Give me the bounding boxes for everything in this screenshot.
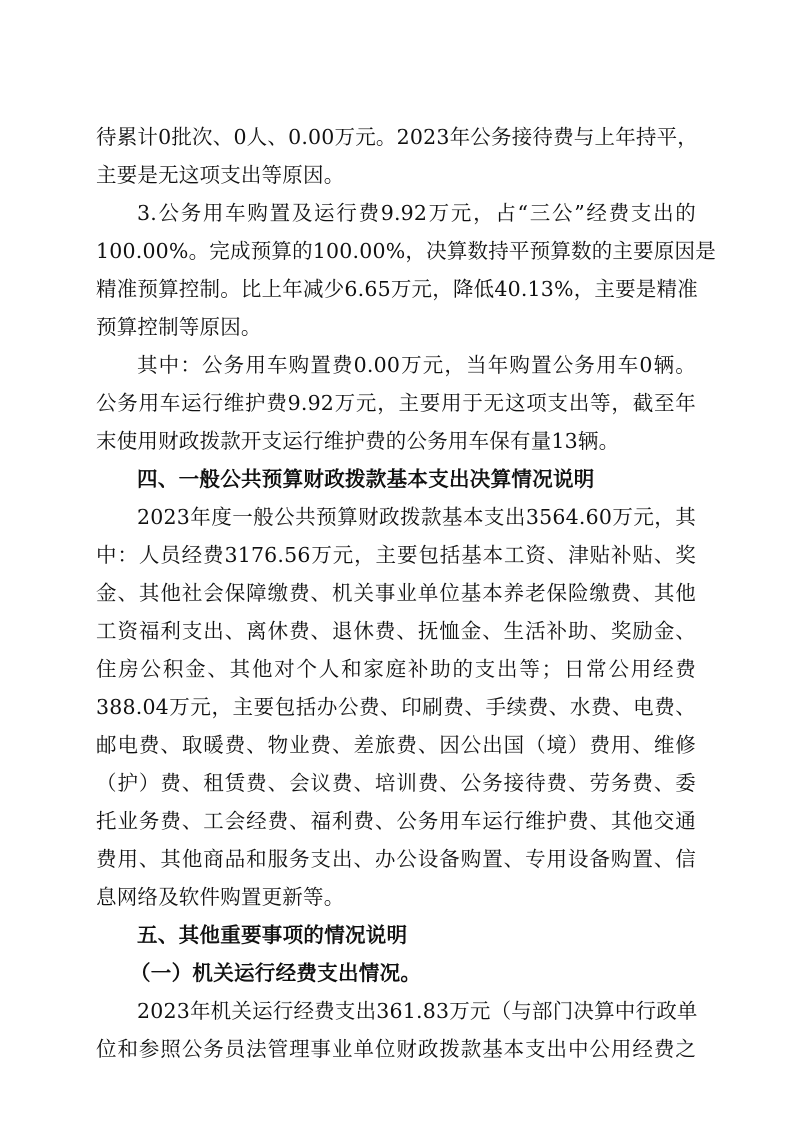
text-line: 位和参照公务员法管理事业单位财政拨款基本支出中公用经费之 [96, 1037, 696, 1061]
text-line: （护）费、租赁费、会议费、培训费、公务接待费、劳务费、委 [96, 771, 696, 795]
text-line: 费用、其他商品和服务支出、办公设备购置、专用设备购置、信 [96, 847, 696, 871]
text-line: 住房公积金、其他对个人和家庭补助的支出等；日常公用经费 [96, 657, 696, 681]
text-line: 息网络及软件购置更新等。 [96, 885, 345, 909]
text-line: 主要是无这项支出等原因。 [96, 163, 345, 187]
text-line: 托业务费、工会经费、福利费、公务用车运行维护费、其他交通 [96, 809, 696, 833]
text-line: 精准预算控制。比上年减少6.65万元，降低40.13%，主要是精准 [96, 277, 698, 301]
text-line: 2023年度一般公共预算财政拨款基本支出3564.60万元，其 [137, 505, 696, 529]
text-line: 预算控制等原因。 [96, 315, 262, 339]
text-line: 388.04万元，主要包括办公费、印刷费、手续费、水费、电费、 [96, 695, 696, 719]
text-line: 待累计0批次、0人、0.00万元。2023年公务接待费与上年持平， [96, 125, 698, 149]
text-line: 公务用车运行维护费9.92万元，主要用于无这项支出等，截至年 [96, 391, 696, 415]
text-line: 100.00%。完成预算的100.00%，决算数持平预算数的主要原因是 [96, 239, 716, 263]
subsection-heading: （一）机关运行经费支出情况。 [130, 961, 422, 985]
text-line: 中：人员经费3176.56万元，主要包括基本工资、津贴补贴、奖 [96, 543, 696, 567]
text-line: 3.公务用车购置及运行费9.92万元，占“三公”经费支出的 [137, 201, 696, 225]
section-heading: 四、一般公共预算财政拨款基本支出决算情况说明 [137, 467, 595, 491]
text-line: 金、其他社会保障缴费、机关事业单位基本养老保险缴费、其他 [96, 581, 696, 605]
text-line: 工资福利支出、离休费、退休费、抚恤金、生活补助、奖励金、 [96, 619, 696, 643]
text-line: 2023年机关运行经费支出361.83万元（与部门决算中行政单 [137, 999, 698, 1023]
section-heading: 五、其他重要事项的情况说明 [137, 923, 408, 947]
text-line: 邮电费、取暖费、物业费、差旅费、因公出国（境）费用、维修 [96, 733, 696, 757]
text-line: 末使用财政拨款开支运行维护费的公务用车保有量13辆。 [96, 429, 620, 453]
text-line: 其中：公务用车购置费0.00万元，当年购置公务用车0辆。 [137, 353, 696, 377]
